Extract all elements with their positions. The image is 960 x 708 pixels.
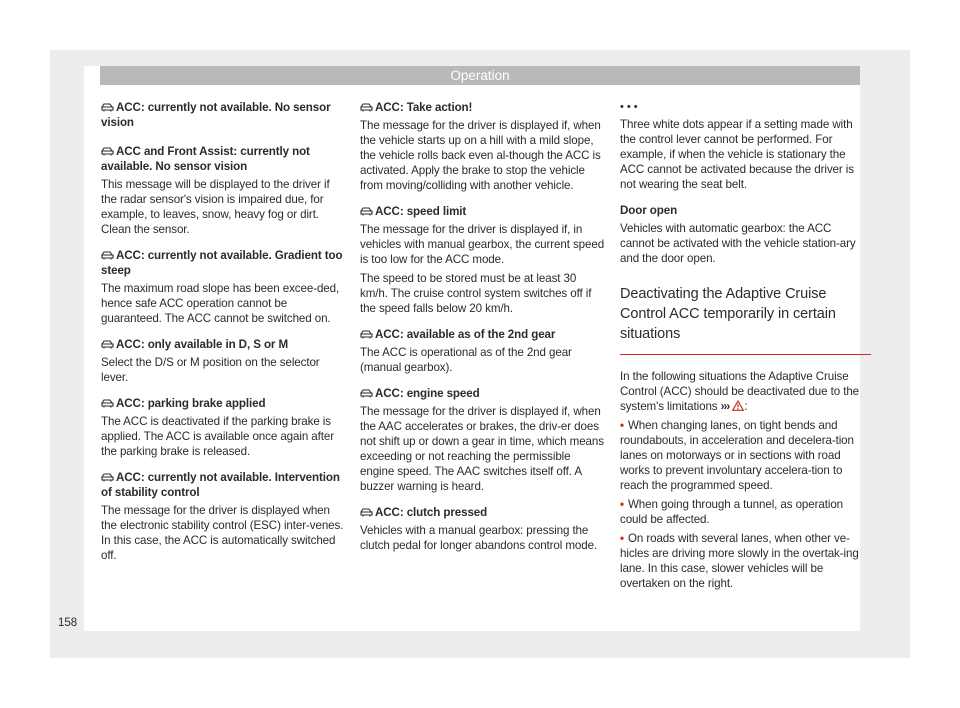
paragraph: The message for the driver is displayed if, when the vehicle starts up on a hill with a mild slope, the vehicle rolls back even al-though the ACC is activated. Apply the brake to stop the vehicle from moving/colliding with another vehicle. (360, 119, 601, 192)
message-heading (101, 470, 346, 500)
message-heading (360, 100, 605, 115)
column-2 (360, 100, 605, 553)
paragraph: The message for the driver is displayed when the electronic stability control (ESC) inter-venes. In this case, the ACC is automatically switched off. (101, 504, 344, 562)
paragraph: Vehicles with a manual gearbox: pressing the clutch pedal for longer abandons control mode. (360, 524, 598, 552)
subheading: Door open (620, 204, 678, 217)
message-heading (360, 386, 605, 401)
heading-text: ACC: currently not available. No sensor vision (101, 101, 331, 129)
page-number: 158 (58, 617, 78, 629)
section-header: Operation (100, 66, 860, 85)
car-message-icon (360, 329, 373, 339)
heading-text: ACC: available as of the 2nd gear (375, 328, 556, 341)
car-message-icon (360, 206, 373, 216)
heading-text: ACC: engine speed (375, 387, 480, 400)
list-item-text: When going through a tunnel, as operation could be affected. (620, 498, 844, 526)
paragraph: Select the D/S or M position on the selector lever. (101, 356, 320, 384)
paragraph: This message will be displayed to the driver if the radar sensor's vision is impaired due, for example, to leaves, snow, heavy fog or dirt. Clean the sensor. (101, 178, 330, 236)
paragraph: The message for the driver is displayed if, when the AAC accelerates or brakes, the driv-er does not shift up or down a gear in time, which means exceeding or not reaching the permissible engine speed. The AAC switches itself off. A buzzer warning is heard. (360, 405, 604, 493)
message-heading (101, 144, 346, 174)
list-item (620, 531, 865, 591)
section-title: Deactivating the Adaptive Cruise Control ACC temporarily in certain situations (620, 284, 871, 355)
list-item-text: When changing lanes, on tight bends and roundabouts, in acceleration and decelera-tion lanes on motorways or in sections with road works to prevent involuntary accelera-tion to reach the programmed speed. (620, 419, 854, 492)
message-heading (360, 204, 605, 219)
three-dots-symbol: ••• (620, 101, 641, 113)
list-item-text: On roads with several lanes, when other ve-hicles are driving more slowly in the overtak-ing lane. In this case, slower vehicles will be overtaken on the right. (620, 532, 859, 590)
heading-text: ACC: parking brake applied (116, 397, 266, 410)
intro-text: In the following situations the Adaptive Cruise Control (ACC) should be deactivated due to the system's limitations (620, 370, 860, 413)
heading-text: ACC: currently not available. Gradient too steep (101, 249, 343, 277)
heading-text: ACC: only available in D, S or M (116, 338, 289, 351)
message-heading (360, 505, 605, 520)
column-3 (620, 100, 865, 591)
reference-arrows: ››› (720, 400, 730, 413)
car-message-icon (101, 250, 114, 260)
list-item (620, 418, 865, 493)
heading-text: ACC: speed limit (375, 205, 467, 218)
paragraph: Three white dots appear if a setting made with the control lever cannot be performed. For example, if when the vehicle is stationary the ACC cannot be activated because the driver is not wearing the seat belt. (620, 118, 854, 191)
car-message-icon (360, 507, 373, 517)
intro-paragraph (620, 369, 865, 414)
bullet-icon: • (620, 532, 624, 545)
warning-triangle-icon (732, 400, 744, 411)
heading-text: ACC: currently not available. Intervention of stability control (101, 471, 340, 499)
car-message-icon (101, 398, 114, 408)
bullet-icon: • (620, 419, 624, 432)
message-heading (360, 327, 605, 342)
bullet-icon: • (620, 498, 624, 511)
message-heading (101, 337, 346, 352)
car-message-icon (101, 146, 114, 156)
message-heading (101, 248, 346, 278)
heading-text: ACC: clutch pressed (375, 506, 488, 519)
heading-text: ACC: Take action! (375, 101, 473, 114)
paragraph: Vehicles with automatic gearbox: the ACC cannot be activated with the vehicle station-ary and the door open. (620, 222, 856, 265)
paragraph: The message for the driver is displayed if, in vehicles with manual gearbox, the current speed is too low for the ACC mode. (360, 223, 605, 266)
column-1 (101, 100, 346, 563)
car-message-icon (101, 472, 114, 482)
car-message-icon (360, 388, 373, 398)
car-message-icon (360, 102, 373, 112)
message-heading (101, 100, 346, 130)
list-item (620, 497, 865, 527)
intro-end: : (744, 400, 748, 413)
paragraph: The ACC is deactivated if the parking brake is applied. The ACC is available once again after the parking brake is released. (101, 415, 335, 458)
message-heading (101, 396, 346, 411)
paragraph: The speed to be stored must be at least 30 km/h. The cruise control system switches off if the speed falls below 20 km/h. (360, 272, 592, 315)
paragraph: The maximum road slope has been excee-ded, hence safe ACC operation cannot be guaranteed. The ACC cannot be switched on. (101, 282, 340, 325)
paragraph: The ACC is operational as of the 2nd gear (manual gearbox). (360, 346, 572, 374)
heading-text: ACC and Front Assist: currently not available. No sensor vision (101, 145, 310, 173)
car-message-icon (101, 339, 114, 349)
car-message-icon (101, 102, 114, 112)
